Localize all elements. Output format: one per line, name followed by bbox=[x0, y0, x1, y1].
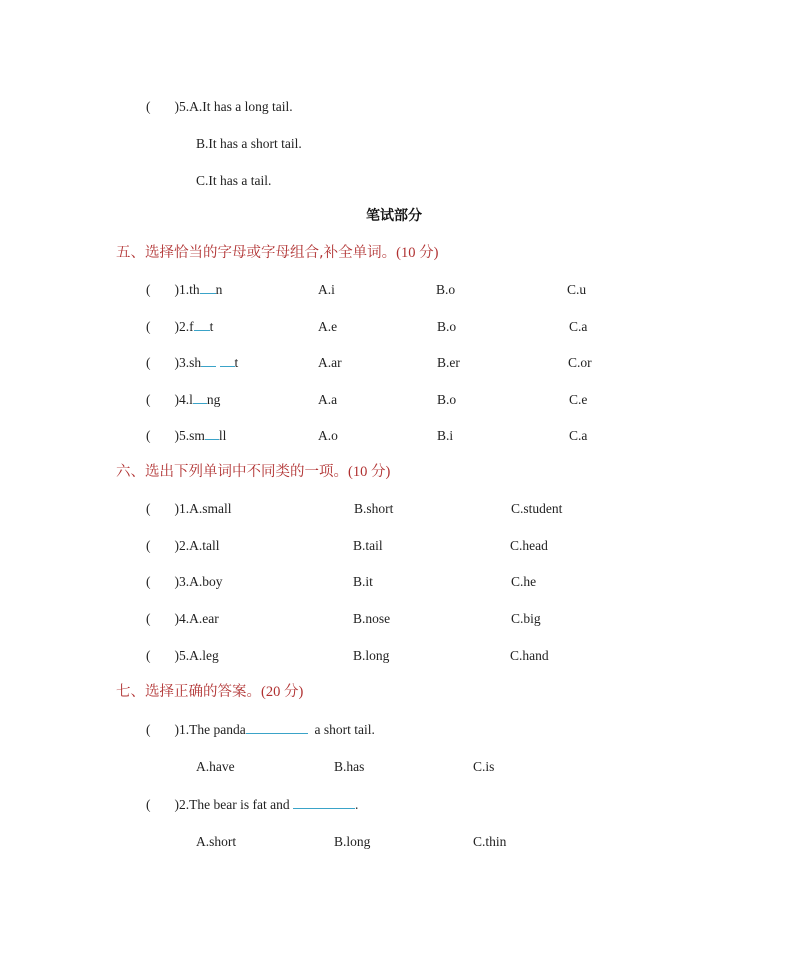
written-part-title: 笔试部分 bbox=[366, 208, 422, 224]
s6-r4-c: C.big bbox=[511, 611, 541, 626]
answer-paren[interactable]: ( bbox=[146, 319, 151, 334]
s7-q2-b: B.long bbox=[334, 834, 371, 849]
s5-r1-a: A.i bbox=[318, 282, 335, 297]
s7-q2-stem: ( )2.The bear is fat and . bbox=[146, 797, 359, 812]
s6-row-2: ( )2.A.tall bbox=[146, 538, 220, 553]
fill-blank[interactable] bbox=[200, 281, 216, 294]
fill-blank[interactable] bbox=[220, 354, 235, 367]
s7-q2-a: A.short bbox=[196, 834, 237, 849]
section6-title: 六、选出下列单词中不同类的一项。(10 分) bbox=[116, 464, 391, 480]
fill-blank[interactable] bbox=[246, 721, 308, 734]
answer-paren[interactable]: ( bbox=[146, 722, 151, 737]
s6-row-3: ( )3.A.boy bbox=[146, 574, 223, 589]
s5-r3-c: C.or bbox=[568, 355, 592, 370]
answer-paren[interactable]: ( bbox=[146, 501, 151, 516]
s5-r1-b: B.o bbox=[436, 282, 456, 297]
section7-title: 七、选择正确的答案。(20 分) bbox=[116, 684, 304, 700]
s6-r1-b: B.short bbox=[354, 501, 394, 516]
s5-r4-c: C.e bbox=[569, 392, 588, 407]
s5-row-3: ( )3.sh t bbox=[146, 355, 239, 370]
s7-q1-a: A.have bbox=[196, 759, 235, 774]
s5-row-5: ( )5.sm ll bbox=[146, 428, 227, 443]
s5-r4-a: A.a bbox=[318, 392, 338, 407]
s6-row-1: ( )1.A.small bbox=[146, 501, 232, 516]
s5-r4-b: B.o bbox=[437, 392, 457, 407]
s6-r2-b: B.tail bbox=[353, 538, 383, 553]
s5-r3-a: A.ar bbox=[318, 355, 342, 370]
s6-r5-c: C.hand bbox=[510, 648, 549, 663]
fill-blank[interactable] bbox=[293, 796, 355, 809]
s5-row-4: ( )4.l ng bbox=[146, 392, 221, 407]
s6-r3-b: B.it bbox=[353, 574, 373, 589]
answer-paren[interactable]: ( bbox=[146, 99, 151, 114]
q4-item5-option-c: C.It has a tail. bbox=[196, 173, 272, 188]
s6-row-4: ( )4.A.ear bbox=[146, 611, 219, 626]
s7-q1-b: B.has bbox=[334, 759, 365, 774]
answer-paren[interactable]: ( bbox=[146, 392, 151, 407]
s5-row-1: ( )1.th n bbox=[146, 282, 223, 297]
answer-paren[interactable]: ( bbox=[146, 538, 151, 553]
fill-blank[interactable] bbox=[194, 318, 210, 331]
answer-paren[interactable]: ( bbox=[146, 428, 151, 443]
fill-blank[interactable] bbox=[193, 391, 207, 404]
fill-blank[interactable] bbox=[205, 427, 219, 440]
q4-item5-stem: ( )5.A.It has a long tail. bbox=[146, 99, 293, 114]
answer-paren[interactable]: ( bbox=[146, 797, 151, 812]
s5-r3-b: B.er bbox=[437, 355, 460, 370]
s5-r2-a: A.e bbox=[318, 319, 338, 334]
s6-r5-b: B.long bbox=[353, 648, 390, 663]
s7-q1-stem: ( )1.The panda a short tail. bbox=[146, 722, 375, 737]
s5-r5-c: C.a bbox=[569, 428, 588, 443]
s6-r4-b: B.nose bbox=[353, 611, 391, 626]
s5-r2-b: B.o bbox=[437, 319, 457, 334]
s7-q1-c: C.is bbox=[473, 759, 495, 774]
s5-r5-b: B.i bbox=[437, 428, 454, 443]
s5-row-2: ( )2.f t bbox=[146, 319, 214, 334]
s5-r1-c: C.u bbox=[567, 282, 587, 297]
section5-title: 五、选择恰当的字母或字母组合,补全单词。(10 分) bbox=[116, 245, 439, 261]
s5-r5-a: A.o bbox=[318, 428, 338, 443]
q4-item5-option-b: B.It has a short tail. bbox=[196, 136, 302, 151]
s6-row-5: ( )5.A.leg bbox=[146, 648, 219, 663]
s7-q2-c: C.thin bbox=[473, 834, 507, 849]
answer-paren[interactable]: ( bbox=[146, 648, 151, 663]
answer-paren[interactable]: ( bbox=[146, 355, 151, 370]
s6-r1-c: C.student bbox=[511, 501, 563, 516]
s6-r2-c: C.head bbox=[510, 538, 548, 553]
fill-blank[interactable] bbox=[201, 354, 216, 367]
answer-paren[interactable]: ( bbox=[146, 282, 151, 297]
s5-r2-c: C.a bbox=[569, 319, 588, 334]
answer-paren[interactable]: ( bbox=[146, 574, 151, 589]
s6-r3-c: C.he bbox=[511, 574, 537, 589]
answer-paren[interactable]: ( bbox=[146, 611, 151, 626]
